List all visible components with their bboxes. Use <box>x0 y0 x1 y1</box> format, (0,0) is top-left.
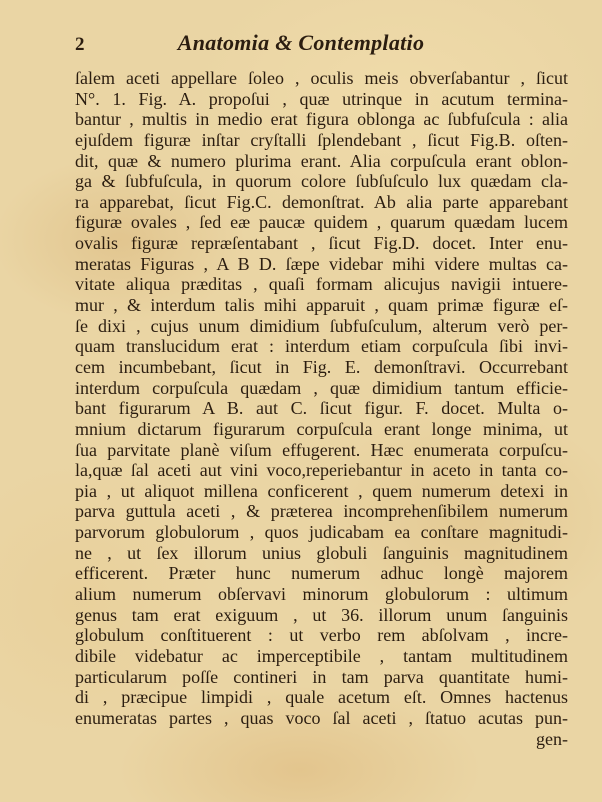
text-line: dibile videbatur ac imperceptibile , tantam multitudinem <box>75 645 568 666</box>
text-line: parva guttula aceti , & præterea incomprehenſibilem numerum <box>75 501 568 522</box>
text-line: efficerent. Præter hunc numerum adhuc longè majorem <box>75 563 568 584</box>
text-line: figuræ ovales , ſed eæ paucæ quidem , quarum quædam lucem <box>75 212 568 233</box>
text-line: genus tam erat exiguum , ut 36. illorum unum ſanguinis <box>75 604 568 625</box>
body-text <box>75 68 568 749</box>
catchword: gen- <box>536 728 568 749</box>
text-line: ne , ut ſex illorum unius globuli ſanguinis magnitudinem <box>75 542 568 563</box>
text-line: ſalem aceti appellare ſoleo , oculis meis obverſabantur , ſicut <box>75 68 568 88</box>
text-line: parvorum globulorum , quos judicabam ea conſtare magnitudi- <box>75 522 568 543</box>
text-line: di , præcipue limpidi , quale acetum eſt. Omnes hactenus <box>75 687 568 708</box>
text-line: meratas Figuras , A B D. ſæpe videbar mihi videre multas ca- <box>75 253 568 274</box>
text-line: dit, quæ & numero plurima erant. Alia corpuſcula erant oblon- <box>75 150 568 171</box>
running-title: Anatomia & Contemplatio <box>177 30 425 55</box>
text-line: cem incumbebant, ſicut in Fig. E. demonſtravi. Occurrebant <box>75 356 568 377</box>
text-line: pia , ut aliquot millena conficerent , quem numerum detexi in <box>75 480 568 501</box>
text-line: enumeratas partes , quas voco ſal aceti , ſtatuo acutas pun- <box>75 707 568 728</box>
text-line: ra apparebat, ſicut Fig.C. demonſtrat. Ab alia parte apparebant <box>75 191 568 212</box>
text-line: vitate aliqua præditas , quaſi formam alicujus navigii intuere- <box>75 274 568 295</box>
text-line: quam translucidum erat : interdum etiam corpuſcula ſibi invi- <box>75 336 568 357</box>
text-line: globulum conſtituerent : ut verbo rem abſolvam , incre- <box>75 625 568 646</box>
text-line: mur , & interdum talis mihi apparuit , quam primæ figuræ eſ- <box>75 295 568 316</box>
text-line: ejuſdem figuræ inſtar cryſtalli ſplendebant , ſicut Fig.B. oſten- <box>75 129 568 150</box>
text-line: la,quæ ſal aceti aut vini voco,reperiebantur in aceto in tanta co- <box>75 460 568 481</box>
text-line: particularum poſſe contineri in tam parva quantitate humi- <box>75 666 568 687</box>
text-line: ſe dixi , cujus unum dimidium ſubfuſculum, alterum verò per- <box>75 315 568 336</box>
text-line: ga & ſubfuſcula, in quorum colore ſubſuſculo lux quædam cla- <box>75 171 568 192</box>
text-line: interdum corpuſcula quædam , quæ dimidium tantum efficie- <box>75 377 568 398</box>
text-line: bantur , multis in medio erat figura oblonga ac ſubfuſcula : alia <box>75 109 568 130</box>
text-line: alium numerum obſervavi minorum globulorum : ultimum <box>75 584 568 605</box>
page-number: 2 <box>75 34 85 55</box>
text-line: N°. 1. Fig. A. propoſui , quæ utrinque in acutum termina- <box>75 88 568 109</box>
text-line: ſua parvitate planè viſum effugerent. Hæc enumerata corpuſcu- <box>75 439 568 460</box>
text-line: ovalis figuræ repræſentabant , ſicut Fig.D. docet. Inter enu- <box>75 233 568 254</box>
text-line: bant figurarum A B. aut C. ſicut figur. F. docet. Multa o- <box>75 398 568 419</box>
text-line: mnium dictarum figurarum corpuſcula erant longe minima, ut <box>75 418 568 439</box>
